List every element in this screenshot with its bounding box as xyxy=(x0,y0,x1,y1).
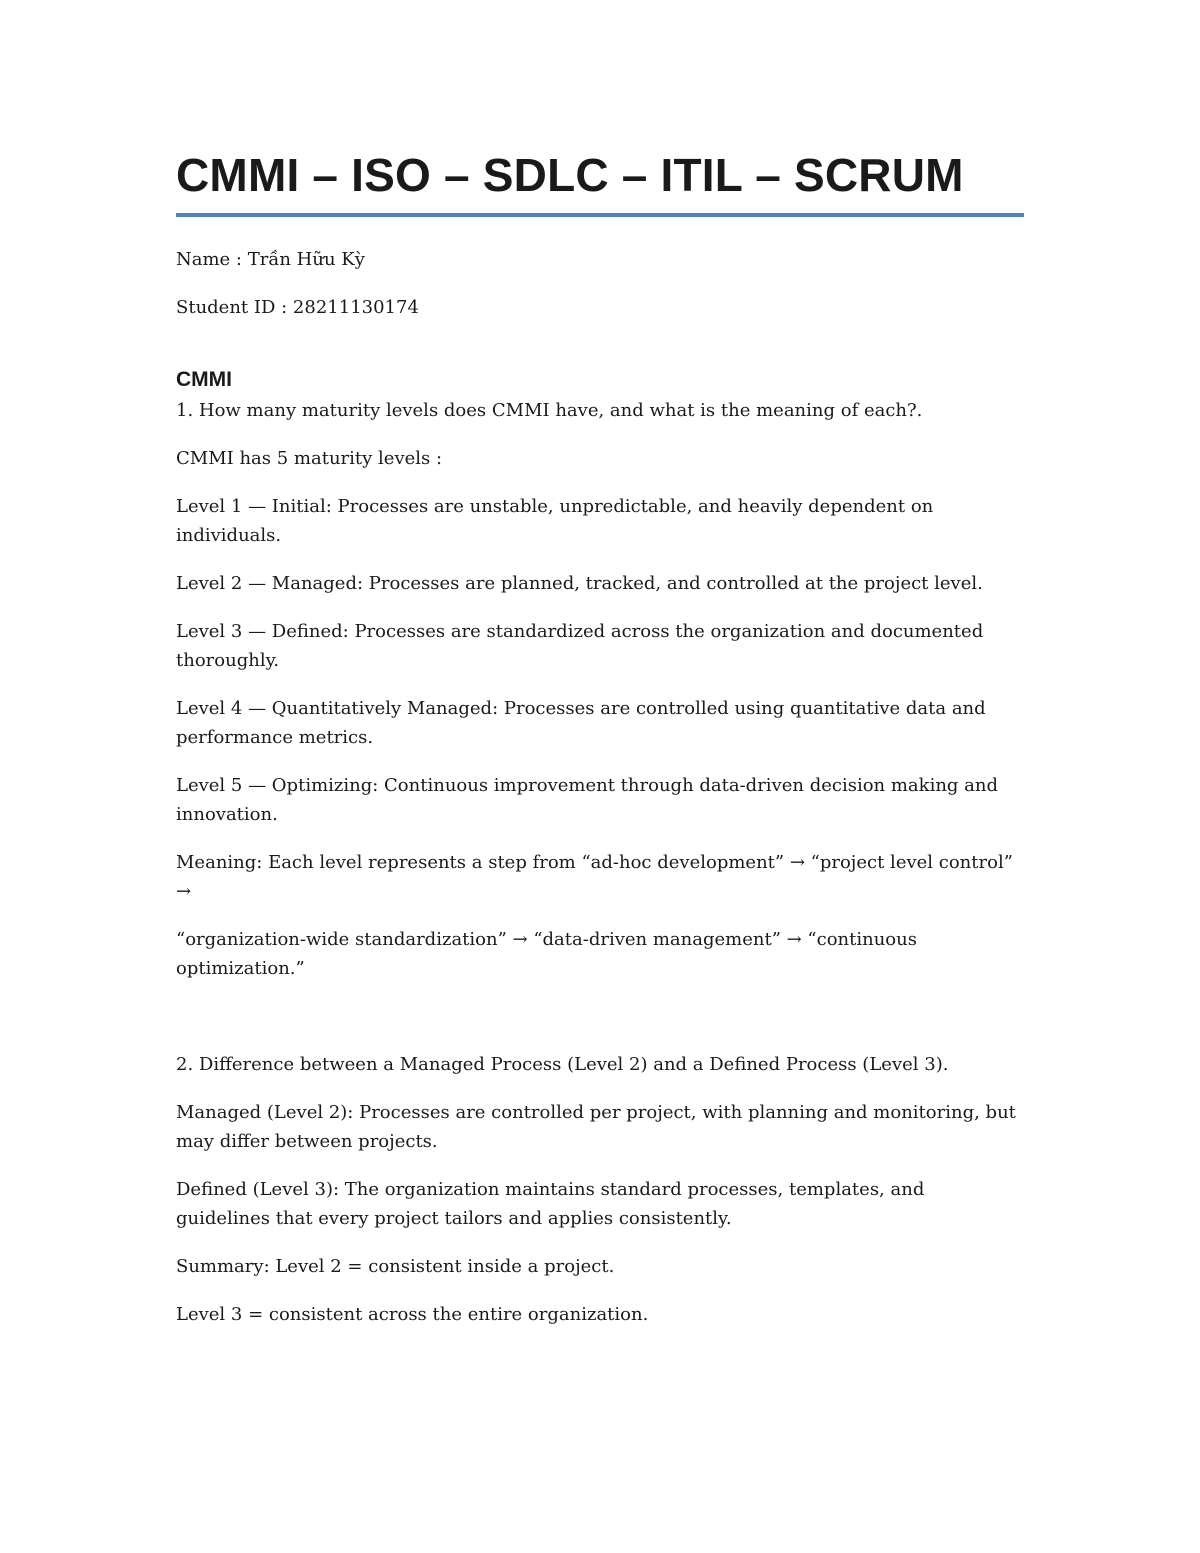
level-1-item: Level 1 — Initial: Processes are unstable, unpredictable, and heavily dependent on individuals. xyxy=(176,496,934,547)
summary-line-1: Summary: Level 2 = consistent inside a project. xyxy=(176,1256,615,1278)
level-2-item: Level 2 — Managed: Processes are planned, tracked, and controlled at the project level. xyxy=(176,573,983,595)
defined-description: Defined (Level 3): The organization maintains standard processes, templates, and guidelines that every project tailors and applies consistently. xyxy=(176,1179,925,1230)
student-id: Student ID : 28211130174 xyxy=(176,297,419,319)
blank-line xyxy=(176,1002,1024,1050)
q1-intro: CMMI has 5 maturity levels : xyxy=(176,448,443,470)
meaning-line-2: “organization-wide standardization” → “data-driven management” → “continuous optimization.” xyxy=(176,929,917,980)
level-3-item: Level 3 — Defined: Processes are standardized across the organization and documented thoroughly. xyxy=(176,621,984,672)
document-page xyxy=(176,140,1024,1348)
level-4-item: Level 4 — Quantitatively Managed: Processes are controlled using quantitative data and performance metrics. xyxy=(176,698,986,749)
question-1: 1. How many maturity levels does CMMI have, and what is the meaning of each?. xyxy=(176,400,923,422)
title-underline xyxy=(176,213,1024,217)
section-heading-cmmi: CMMI xyxy=(176,368,232,392)
document-title: CMMI – ISO – SDLC – ITIL – SCRUM xyxy=(176,149,964,201)
question-2: 2. Difference between a Managed Process (Level 2) and a Defined Process (Level 3). xyxy=(176,1054,949,1076)
level-5-item: Level 5 — Optimizing: Continuous improvement through data-driven decision making and innovation. xyxy=(176,775,999,826)
summary-line-2: Level 3 = consistent across the entire organization. xyxy=(176,1304,649,1326)
student-name: Name : Trần Hữu Kỳ xyxy=(176,249,365,271)
meaning-line-1: Meaning: Each level represents a step from “ad-hoc development” → “project level control” → xyxy=(176,852,1013,903)
managed-description: Managed (Level 2): Processes are controlled per project, with planning and monitoring, but may differ between projects. xyxy=(176,1102,1016,1153)
